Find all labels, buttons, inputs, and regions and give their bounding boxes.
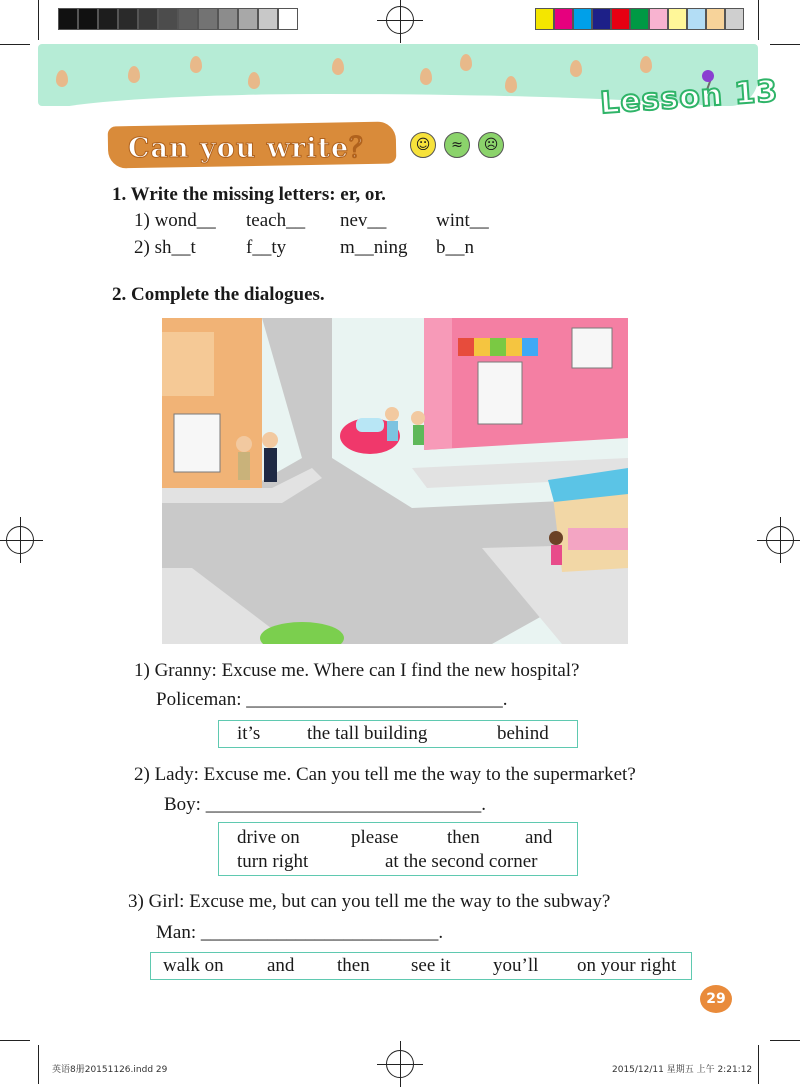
word-bank-item: behind: [497, 723, 549, 744]
q1-item: 1) wond__: [134, 210, 216, 231]
trim-mark: [758, 0, 759, 40]
trim-mark: [38, 0, 39, 40]
dialogue-3-line-2: Man: _________________________.: [156, 922, 444, 943]
word-bank-item: you’ll: [493, 955, 539, 976]
word-bank-item: then: [447, 827, 480, 848]
q1-item: m__ning: [340, 237, 408, 258]
q1-item: nev__: [340, 210, 387, 231]
word-bank-item: then: [337, 955, 370, 976]
word-bank-item: and: [267, 955, 295, 976]
trim-mark: [770, 1040, 800, 1041]
word-bank-1: [218, 720, 578, 748]
sick-face-icon: ≈: [444, 132, 470, 158]
word-bank-item: at the second corner: [385, 851, 538, 872]
trim-mark: [758, 1045, 759, 1084]
trim-mark: [38, 1045, 39, 1084]
page-number: 29: [700, 985, 732, 1013]
word-bank-item: walk on: [163, 955, 224, 976]
drop-icon: [332, 58, 344, 75]
smile-face-icon: ☺: [410, 132, 436, 158]
word-bank-item: please: [351, 827, 399, 848]
word-bank-3: [150, 952, 692, 980]
drop-icon: [248, 72, 260, 89]
drop-icon: [190, 56, 202, 73]
dialogue-1-line-2: Policeman: ___________________________.: [156, 689, 508, 710]
footer-timestamp: 2015/12/11 星期五 上午 2:21:12: [612, 1065, 753, 1075]
registration-mark-icon: [6, 526, 34, 554]
registration-mark-icon: [386, 6, 414, 34]
dialogue-2-line-1: 2) Lady: Excuse me. Can you tell me the way to the supermarket?: [134, 764, 636, 785]
word-bank-item: it’s: [237, 723, 261, 744]
word-bank-item: and: [525, 827, 553, 848]
sad-face-icon: ☹: [478, 132, 504, 158]
footer-file-info: 英语8册20151126.indd 29: [52, 1065, 168, 1075]
color-calibration-bar: [535, 8, 744, 30]
drop-icon: [505, 76, 517, 93]
question-2-heading: 2. Complete the dialogues.: [112, 284, 325, 305]
q1-item: wint__: [436, 210, 489, 231]
drop-icon: [640, 56, 652, 73]
drop-icon: [128, 66, 140, 83]
dialogue-3-line-1: 3) Girl: Excuse me, but can you tell me the way to the subway?: [128, 891, 611, 912]
word-bank-2: [218, 822, 578, 876]
grayscale-calibration-bar: [58, 8, 298, 30]
q1-item: f__ty: [246, 237, 287, 258]
drop-icon: [570, 60, 582, 77]
word-bank-item: drive on: [237, 827, 300, 848]
q1-item: b__n: [436, 237, 474, 258]
q1-item: 2) sh__t: [134, 237, 196, 258]
registration-mark-icon: [766, 526, 794, 554]
word-bank-item: the tall building: [307, 723, 428, 744]
registration-mark-icon: [386, 1050, 414, 1078]
q1-item: teach__: [246, 210, 306, 231]
drop-icon: [460, 54, 472, 71]
trim-mark: [0, 44, 30, 45]
word-bank-item: turn right: [237, 851, 309, 872]
trim-mark: [770, 44, 800, 45]
question-1-heading: 1. Write the missing letters: er, or.: [112, 184, 386, 205]
dialogue-1-line-1: 1) Granny: Excuse me. Where can I find the new hospital?: [134, 660, 580, 681]
lesson-label: Lesson 13: [598, 73, 780, 122]
street-scene-illustration: [162, 318, 628, 644]
word-bank-item: on your right: [577, 955, 677, 976]
section-title: Can you write？: [128, 133, 378, 164]
drop-icon: [56, 70, 68, 87]
trim-mark: [0, 1040, 30, 1041]
drop-icon: [420, 68, 432, 85]
word-bank-item: see it: [411, 955, 451, 976]
dialogue-2-line-2: Boy: _____________________________.: [164, 794, 486, 815]
